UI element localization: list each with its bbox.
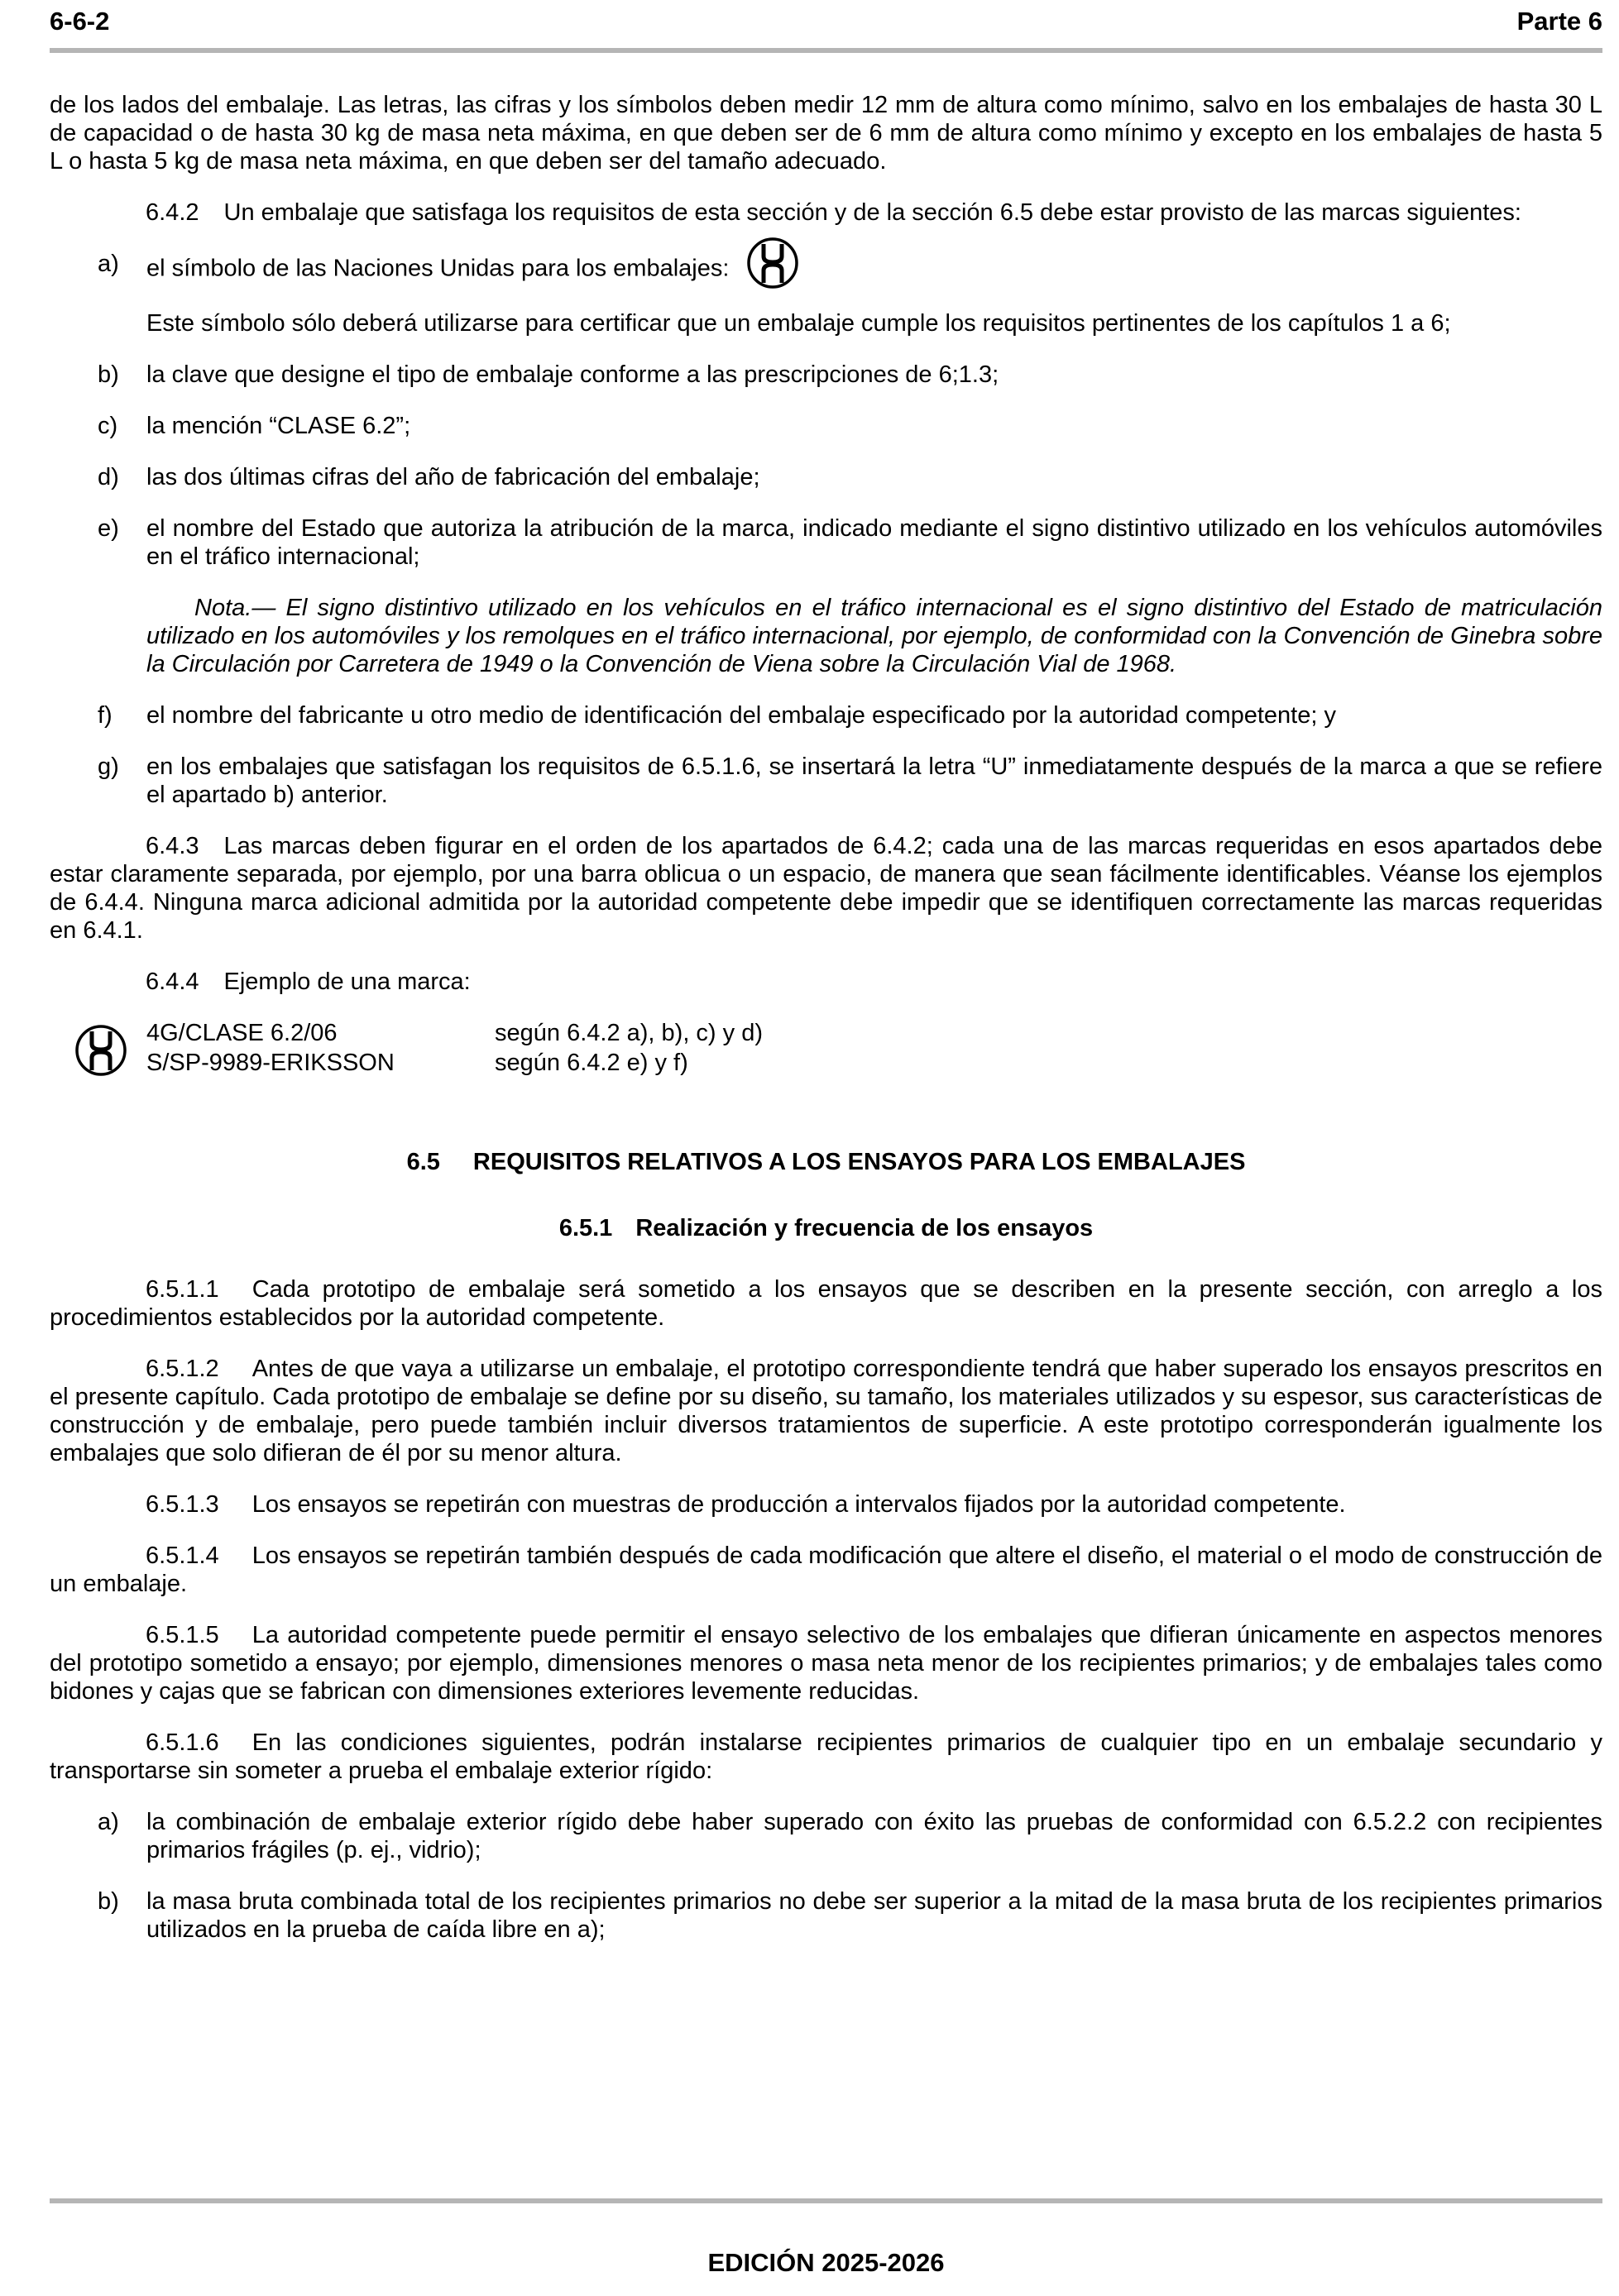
condition-item-a xyxy=(50,1808,1602,1864)
document-page xyxy=(50,0,1602,2296)
heading-title: REQUISITOS RELATIVOS A LOS ENSAYOS PARA LOS EMBALAJES xyxy=(472,1149,1246,1175)
section-text: Los ensayos se repetirán también después de cada modificación que altere el diseño, el material o el modo de construcción de un embalaje. xyxy=(50,1543,1602,1597)
mark-code: 4G/CLASE 6.2/06 xyxy=(146,1020,338,1046)
header-rule xyxy=(50,48,1602,53)
list-item-d xyxy=(50,463,1602,491)
section-number: 6.4.4 xyxy=(146,969,199,995)
list-item-g xyxy=(50,753,1602,809)
edition-footer: EDICIÓN 2025-2026 xyxy=(707,2248,945,2277)
list-item-a-subtext: Este símbolo sólo deberá utilizarse para certificar que un embalaje cumple los requisitos pertinentes de los capítulos 1 a 6; xyxy=(146,310,1451,337)
heading-title: Realización y frecuencia de los ensayos xyxy=(635,1215,1094,1241)
footer-rule xyxy=(50,2198,1602,2203)
section-number: 6.5.1.4 xyxy=(146,1543,219,1569)
section-text: Un embalaje que satisfaga los requisitos de esta sección y de la sección 6.5 debe estar provisto de las marcas siguientes: xyxy=(223,199,1521,226)
un-symbol-icon xyxy=(74,1024,127,1077)
mark-example xyxy=(50,1019,1602,1082)
section-heading-6-5 xyxy=(50,1148,1602,1176)
section-text: La autoridad competente puede permitir el ensayo selectivo de los embalajes que difieran únicamente en aspectos menores del prototipo sometido a ensayo; por ejemplo, dimensiones menores o masa neta menor de los recipientes primarios; y de embalajes tales como bidones y cajas que se fabrican con dimensiones exteriores levemente reducidas. xyxy=(50,1622,1602,1705)
note-paragraph xyxy=(50,594,1602,678)
section-text: Antes de que vaya a utilizarse un embalaje, el prototipo correspondiente tendrá que haber superado los ensayos prescritos en el presente capítulo. Cada prototipo de embalaje se define por su diseño, su tamaño, los materiales utilizados y su espesor, sus características de construcción y de embalaje, pero puede también incluir diversos tratamientos de superficie. A este prototipo corresponderán igualmente los embalajes que solo difieran de él por su menor altura. xyxy=(50,1356,1602,1466)
list-text: la masa bruta combinada total de los recipientes primarios no debe ser superior a la mitad de la masa bruta de los recipientes primarios utilizados en la prueba de caída libre en a); xyxy=(146,1888,1602,1943)
part-label: Parte 6 xyxy=(1516,7,1602,36)
list-text: la clave que designe el tipo de embalaje conforme a las prescripciones de 6;1.3; xyxy=(146,361,999,388)
list-label: a) xyxy=(98,1809,119,1835)
section-6-5-1-1 xyxy=(50,1275,1602,1332)
page-number: 6-6-2 xyxy=(50,7,110,36)
list-label: b) xyxy=(98,1888,119,1915)
section-6-4-3 xyxy=(50,832,1602,945)
section-number: 6.5.1.2 xyxy=(146,1356,219,1382)
section-6-5-1-6 xyxy=(50,1729,1602,1785)
list-item-b xyxy=(50,361,1602,389)
un-symbol-icon xyxy=(746,237,799,289)
subsection-heading-6-5-1 xyxy=(50,1214,1602,1242)
mark-reference: según 6.4.2 a), b), c) y d) xyxy=(495,1020,763,1046)
heading-number: 6.5.1 xyxy=(558,1215,613,1241)
section-text: Las marcas deben figurar en el orden de los apartados de 6.4.2; cada una de las marcas requeridas en esos apartados debe estar claramente separada, por ejemplo, por una barra oblicua o un espacio, de manera que sean fácilmente identificables. Véanse los ejemplos de 6.4.4. Ninguna marca adicional admitida por la autoridad competente debe impedir que se identifiquen correctamente las marcas requeridas en 6.4.1. xyxy=(50,833,1602,944)
section-number: 6.5.1.1 xyxy=(146,1276,219,1303)
mark-code: S/SP-9989-ERIKSSON xyxy=(146,1050,395,1076)
list-text: el nombre del Estado que autoriza la atribución de la marca, indicado mediante el signo distintivo utilizado en los vehículos automóviles en el tráfico internacional; xyxy=(146,515,1602,570)
list-label: d) xyxy=(98,464,119,490)
list-label: g) xyxy=(98,753,119,780)
section-number: 6.4.3 xyxy=(146,833,199,859)
page-content xyxy=(50,91,1602,1967)
section-text: Los ensayos se repetirán con muestras de producción a intervalos fijados por la autoridad competente. xyxy=(251,1491,1346,1518)
list-text: en los embalajes que satisfagan los requisitos de 6.5.1.6, se insertará la letra “U” inmediatamente después de la marca a que se refiere el apartado b) anterior. xyxy=(146,753,1602,808)
section-number: 6.5.1.5 xyxy=(146,1622,219,1648)
section-text: Cada prototipo de embalaje será sometido a los ensayos que se describen en la presente sección, con arreglo a los procedimientos establecidos por la autoridad competente. xyxy=(50,1276,1602,1331)
list-label: e) xyxy=(98,515,119,542)
section-6-5-1-4 xyxy=(50,1542,1602,1598)
list-item-c xyxy=(50,412,1602,440)
section-text: Ejemplo de una marca: xyxy=(223,969,471,995)
list-item-f xyxy=(50,701,1602,729)
section-6-4-4 xyxy=(50,968,1602,996)
section-6-4-2 xyxy=(50,199,1602,227)
mark-reference: según 6.4.2 e) y f) xyxy=(495,1050,688,1076)
section-6-5-1-2 xyxy=(50,1355,1602,1467)
list-label: b) xyxy=(98,361,119,388)
section-text: En las condiciones siguientes, podrán instalarse recipientes primarios de cualquier tipo en un embalaje secundario y transportarse sin someter a prueba el embalaje exterior rígido: xyxy=(50,1729,1602,1784)
section-number: 6.5.1.3 xyxy=(146,1491,219,1518)
heading-number: 6.5 xyxy=(406,1149,440,1175)
list-text: la mención “CLASE 6.2”; xyxy=(146,413,411,439)
list-text: el nombre del fabricante u otro medio de identificación del embalaje especificado por la autoridad competente; y xyxy=(146,702,1336,729)
list-text: las dos últimas cifras del año de fabricación del embalaje; xyxy=(146,464,760,490)
page-header xyxy=(50,7,1602,40)
condition-item-b xyxy=(50,1887,1602,1944)
list-label: a) xyxy=(98,251,119,277)
list-label: c) xyxy=(98,413,118,439)
list-text: el símbolo de las Naciones Unidas para los embalajes: xyxy=(146,255,730,282)
section-6-5-1-3 xyxy=(50,1490,1602,1519)
section-number: 6.5.1.6 xyxy=(146,1729,219,1756)
list-item-e xyxy=(50,514,1602,571)
note-text: Nota.— El signo distintivo utilizado en los vehículos en el tráfico internacional es el signo distintivo del Estado de matriculación utilizado en los automóviles y los remolques en el tráfico internacional, por ejemplo, de conformidad con la Convención de Ginebra sobre la Circulación por Carretera de 1949 o la Convención de Viena sobre la Circulación Vial de 1968. xyxy=(146,595,1602,677)
list-label: f) xyxy=(98,702,113,729)
section-6-5-1-5 xyxy=(50,1621,1602,1705)
list-item-a xyxy=(50,250,1602,289)
section-number: 6.4.2 xyxy=(146,199,199,226)
intro-paragraph: de los lados del embalaje. Las letras, las cifras y los símbolos deben medir 12 mm de altura como mínimo, salvo en los embalajes de hasta 30 L de capacidad o de hasta 30 kg de masa neta máxima, en que deben ser de 6 mm de altura como mínimo y excepto en los embalajes de hasta 5 L o hasta 5 kg de masa neta máxima, en que deben ser del tamaño adecuado. xyxy=(50,92,1602,175)
list-text: la combinación de embalaje exterior rígido debe haber superado con éxito las pruebas de conformidad con 6.5.2.2 con recipientes primarios frágiles (p. ej., vidrio); xyxy=(146,1809,1602,1863)
